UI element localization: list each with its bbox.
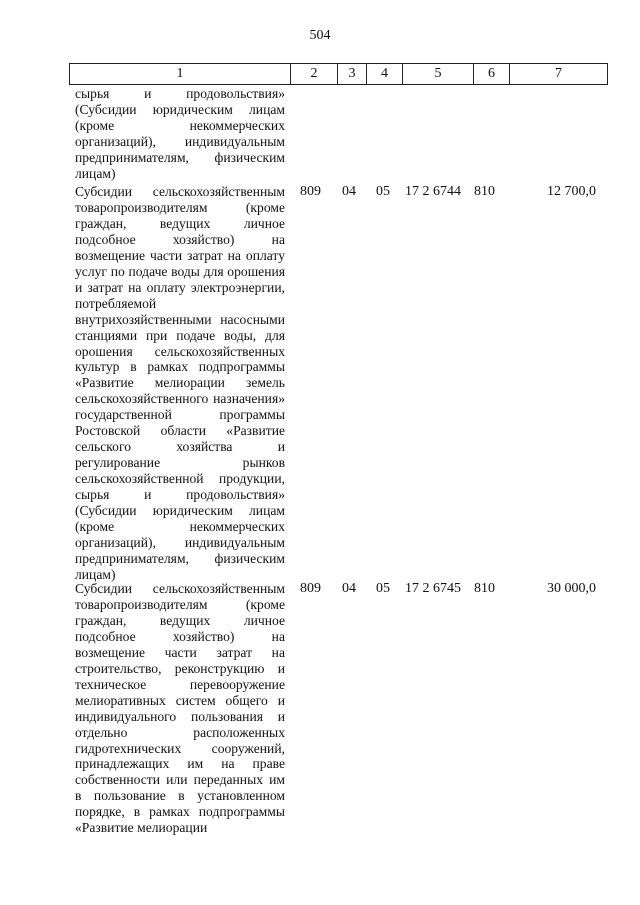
row-description: Субсидии сельскохозяйственным товаропроизводителям (кроме граждан, ведущих личное подсобное хозяйство) на возмещение части затрат на оплату услуг по подаче воды для орошения и затрат на оплату электроэнергии, потребляемой внутрихозяйственными насосными станциями при подаче воды, для орошения сельскохозяйственных культур в рамках подпрограммы «Развитие мелиорации земель сельскохозяйственного назначения» государственной программы Ростовской области «Развитие сельского хозяйства и регулирование рынков сельскохозяйственной продукции, сырья и продовольствия» (Субсидии юридическим лицам (кроме некоммерческих организаций), индивидуальным предпринимателям, физическим лицам) [75,184,285,582]
row-description: Субсидии сельскохозяйственным товаропроизводителям (кроме граждан, ведущих личное подсобное хозяйство) на возмещение части затрат на строительство, реконструкцию и техническое перевооружение мелиоративных систем общего и индивидуального пользования и отдельно расположенных гидротехнических сооружений, принадлежащих им на праве собственности или переданных им в пользование в установленном порядке, в рамках подпрограммы «Развитие мелиорации [75,581,285,836]
row-admin-code: 809 [300,581,321,596]
row-admin-code: 809 [300,184,321,199]
header-col-1: 1 [70,64,291,85]
row-amount: 12 700,0 [547,184,596,199]
page-number: 504 [309,28,331,43]
row-expense-type-code: 810 [474,581,495,596]
row-amount: 30 000,0 [547,581,596,596]
row-target-code: 17 2 6745 [405,581,461,596]
row-expense-type-code: 810 [474,184,495,199]
table-header [69,63,608,85]
header-col-6: 6 [474,64,510,85]
header-col-2: 2 [291,64,338,85]
row-section-code: 04 [342,184,356,199]
row-section-code: 04 [342,581,356,596]
header-col-7: 7 [510,64,608,85]
row-subsection-code: 05 [376,581,390,596]
header-col-5: 5 [403,64,474,85]
row-subsection-code: 05 [376,184,390,199]
header-col-3: 3 [338,64,367,85]
row-target-code: 17 2 6744 [405,184,461,199]
header-col-4: 4 [367,64,403,85]
row-description: сырья и продовольствия» (Субсидии юридическим лицам (кроме некоммерческих организаций), индивидуальным предпринимателям, физическим лицам) [75,86,285,181]
